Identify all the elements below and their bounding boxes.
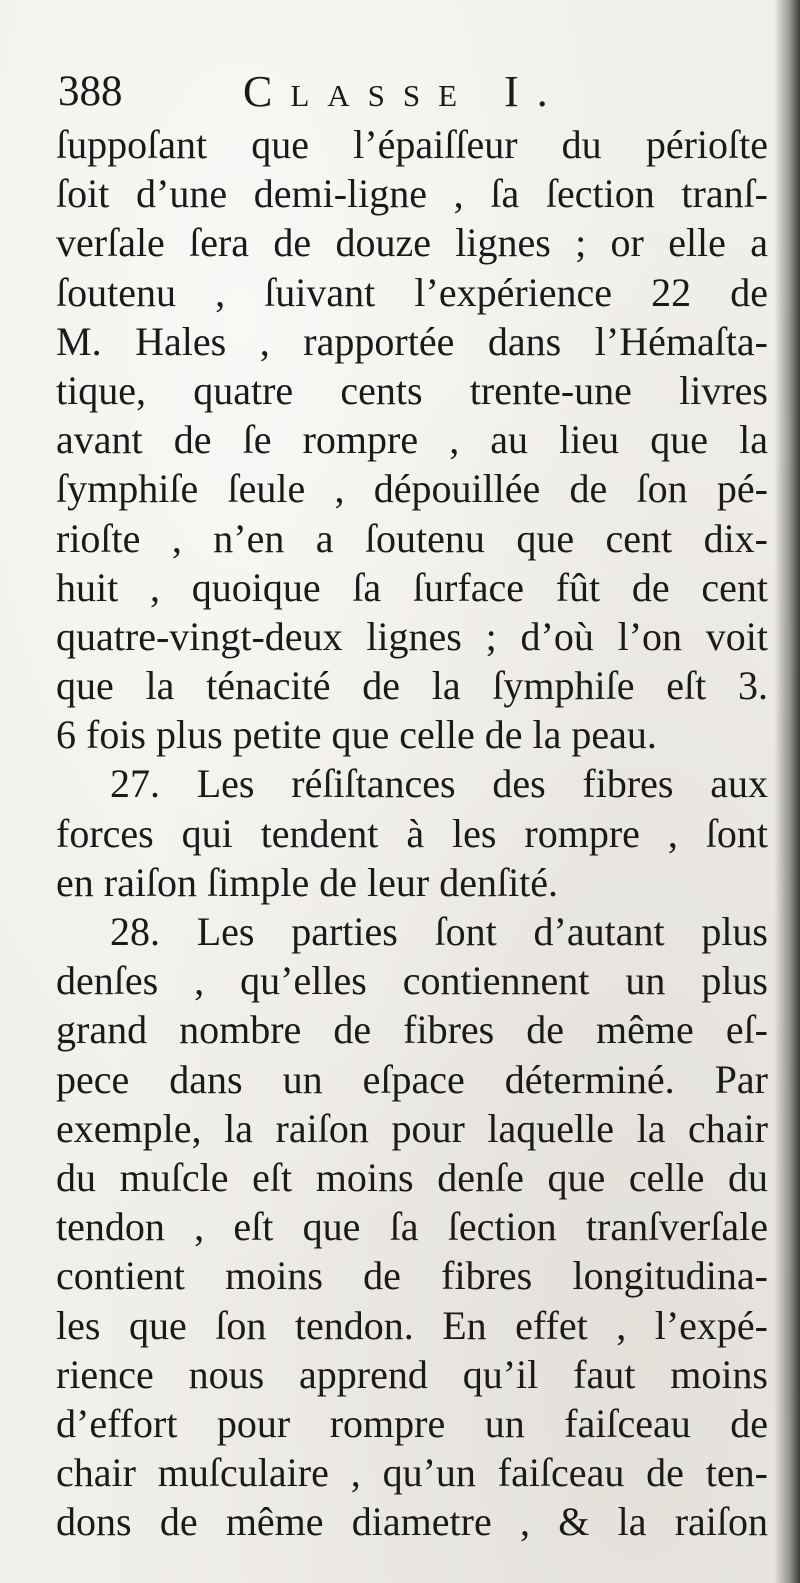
text-line: avant de ſe rompre , au lieu que la xyxy=(56,417,768,463)
paragraph-27-start: 27. Les réſiſtances des fibres aux xyxy=(110,761,768,807)
text-line: huit , quoique ſa ſurface fût de cent xyxy=(56,564,768,610)
text-line: en raiſon ſimple de leur denſité. xyxy=(56,859,559,905)
text-line: dons de même diametre , & la raiſon xyxy=(56,1499,768,1545)
text-line: les que ſon tendon. En effet , l’expé- xyxy=(56,1302,768,1348)
page-gutter-shadow xyxy=(774,0,800,1583)
text-line: 6 fois plus petite que celle de la peau. xyxy=(56,712,657,758)
page-number: 388 xyxy=(58,68,123,115)
text-line: contient moins de fibres longitudina- xyxy=(56,1253,768,1299)
text-line: rioſte , n’en a ſoutenu que cent dix- xyxy=(56,515,768,561)
running-head: Classe I. xyxy=(243,67,566,116)
text-line: grand nombre de fibres de même eſ- xyxy=(56,1007,768,1053)
text-line: tique, quatre cents trente-une livres xyxy=(56,367,768,413)
text-line: M. Hales , rapportée dans l’Hémaſta- xyxy=(56,318,768,364)
text-line: ſoit d’une demi-ligne , ſa ſection tranſ- xyxy=(56,171,768,217)
text-line: d’effort pour rompre un faiſceau de xyxy=(56,1400,768,1446)
text-line: ſuppoſant que l’épaiſſeur du périoſte xyxy=(56,122,768,167)
text-line: exemple, la raiſon pour laquelle la chair xyxy=(56,1105,768,1151)
page-header xyxy=(58,62,758,122)
text-line: ſymphiſe ſeule , dépouillée de ſon pé- xyxy=(56,466,768,512)
text-line: chair muſculaire , qu’un faiſceau de ten- xyxy=(56,1450,768,1496)
text-line: quatre-vingt-deux lignes ; d’où l’on voit xyxy=(56,613,768,659)
body-text xyxy=(56,120,768,1546)
text-line: rience nous apprend qu’il faut moins xyxy=(56,1351,768,1397)
paragraph-28-start: 28. Les parties ſont d’autant plus xyxy=(110,909,768,954)
text-line: du muſcle eſt moins denſe que celle du xyxy=(56,1154,768,1200)
text-line: forces qui tendent à les rompre , ſont xyxy=(56,810,768,856)
text-line: tendon , eſt que ſa ſection tranſverſale xyxy=(56,1204,768,1250)
text-line: pece dans un eſpace déterminé. Par xyxy=(56,1056,768,1102)
text-line: verſale ſera de douze lignes ; or elle a xyxy=(56,220,768,266)
text-line: denſes , qu’elles contiennent un plus xyxy=(56,958,768,1004)
text-line: ſoutenu , ſuivant l’expérience 22 de xyxy=(56,269,768,315)
text-line: que la ténacité de la ſymphiſe eſt 3. xyxy=(56,663,768,709)
